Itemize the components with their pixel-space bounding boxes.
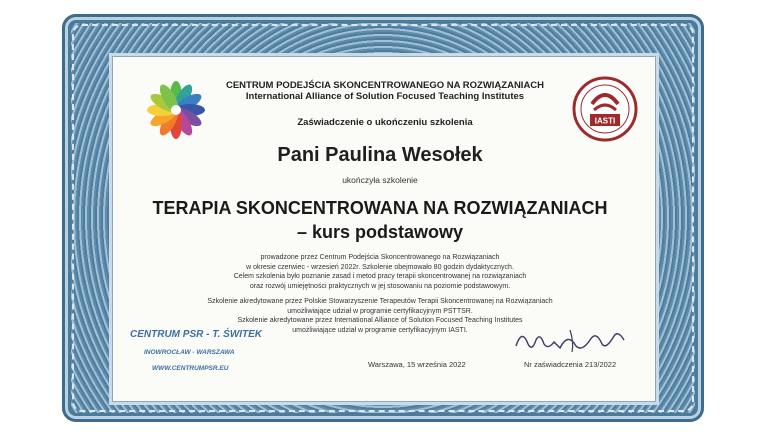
accreditation-line: Szkolenie akredytowane przez Polskie Stowarzyszenie Terapeutów Terapii Skoncentrowanej na Rozwiązaniach [207, 298, 553, 305]
iasti-seal-icon [572, 74, 638, 144]
flower-logo-icon [142, 76, 210, 148]
accreditation-line: umożliwiające udział w programie certyfikacyjnym IASTI. [292, 326, 468, 334]
course-title-line2: – kurs podstawowy [296, 222, 464, 242]
iasti-seal-text: IASTI [594, 116, 616, 126]
psr-cities: INOWROCŁAW - WARSZAWA [144, 349, 235, 356]
psr-website-link[interactable]: WWW.CENTRUMPSR.EU [152, 365, 229, 372]
psr-center-name: CENTRUM PSR - T. ŚWITEK [130, 329, 263, 340]
accreditation-line: Szkolenie akredytowane przez International Alliance of Solution Focused Teaching Institutes [237, 317, 523, 324]
desc-line: prowadzone przez Centrum Podejścia Skoncentrowanego na Rozwiązaniach [260, 254, 500, 261]
desc-line: w okresie czerwiec - wrzesień 2022r. Szkolenie obejmowało 80 godzin dydaktycznych. [246, 263, 514, 271]
completed-text: ukończyła szkolenie [342, 175, 418, 185]
desc-line: Celem szkolenia było poznanie zasad i metod pracy terapii skoncentrowanej na rozwiązaniach [233, 273, 527, 280]
course-title-line1: TERAPIA SKONCENTROWANA NA ROZWIĄZANIACH [152, 198, 608, 218]
accreditation-line: umożliwiające udział w programie certyfikacyjnym PSTTSR. [287, 307, 473, 315]
course-description [180, 253, 580, 291]
desc-line: oraz rozwój umiejętności praktycznych w jej stosowaniu na poziomie podstawowym. [249, 282, 511, 290]
org-name-pl: CENTRUM PODEJŚCIA SKONCENTROWANEGO NA ROZWIĄZANIACH [225, 80, 545, 91]
signature-icon [510, 322, 630, 358]
certificate-subtitle: Zaświadczenie o ukończeniu szkolenia [297, 117, 473, 128]
recipient-name: Pani Paulina Wesołek [277, 144, 483, 166]
certificate-number: Nr zaświadczenia 213/2022 [524, 360, 617, 369]
org-name-en: International Alliance of Solution Focused Teaching Institutes [245, 91, 525, 102]
place-and-date: Warszawa, 15 września 2022 [368, 360, 466, 369]
